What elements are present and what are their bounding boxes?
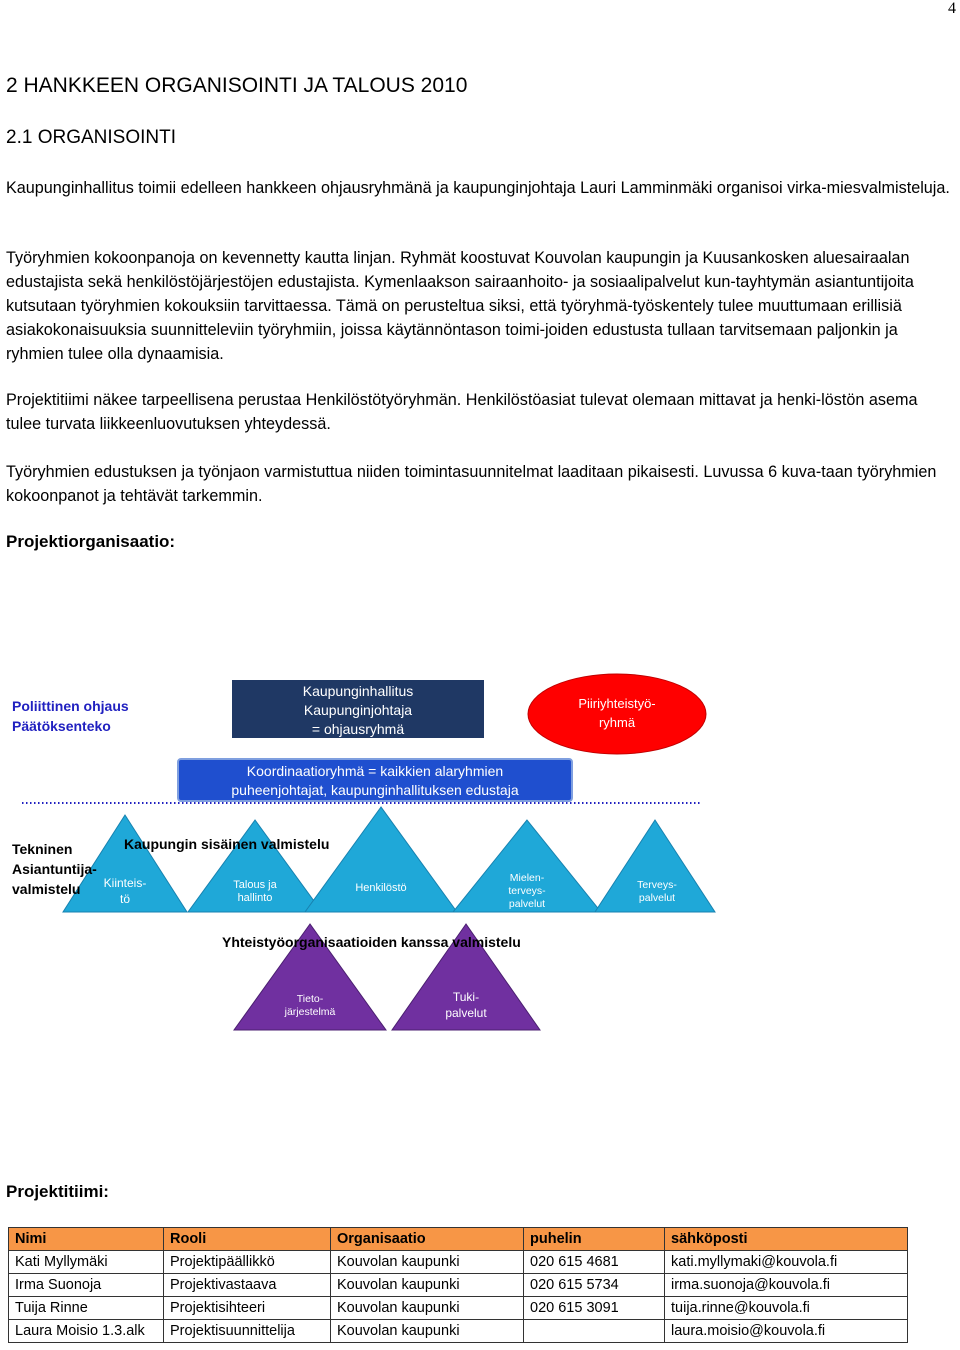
- steering-box-line: Kaupunginjohtaja: [303, 702, 413, 718]
- chapter-heading: 2 HANKKEEN ORGANISOINTI JA TALOUS 2010: [6, 74, 468, 97]
- cell-role: Projektisihteeri: [164, 1297, 331, 1320]
- column-header: sähköposti: [665, 1228, 908, 1251]
- cell-organisation: Kouvolan kaupunki: [331, 1320, 524, 1343]
- external-group-label: palvelut: [445, 1006, 487, 1020]
- team-table: [8, 1227, 908, 1343]
- group-label: terveys-: [508, 885, 546, 897]
- cell-email: kati.myllymaki@kouvola.fi: [665, 1251, 908, 1274]
- paragraph: Kaupunginhallitus toimii edelleen hankkeen ohjausryhmänä ja kaupunginjohtaja Lauri Lamminmäki organisoi virka-miesvalmisteluja.: [6, 179, 950, 197]
- group-label: Terveys-: [637, 879, 677, 891]
- steering-box-line: Kaupunginhallitus: [302, 683, 414, 699]
- group-triangle-henkilosto: [305, 807, 457, 912]
- cell-email: tuija.rinne@kouvola.fi: [665, 1297, 908, 1320]
- table-header-row: [9, 1228, 908, 1251]
- cell-role: Projektisuunnittelija: [164, 1320, 331, 1343]
- cell-email: laura.moisio@kouvola.fi: [665, 1320, 908, 1343]
- cell-phone: 020 615 3091: [524, 1297, 665, 1320]
- coordination-line: puheenjohtajat, kaupunginhallituksen edustaja: [231, 782, 519, 798]
- cell-role: Projektipäällikkö: [164, 1251, 331, 1274]
- group-label: hallinto: [237, 892, 273, 904]
- steering-box-line: = ohjausryhmä: [311, 721, 405, 737]
- cell-name: Irma Suonoja: [9, 1274, 164, 1297]
- external-group-label: järjestelmä: [284, 1006, 336, 1018]
- external-group-label: Tuki-: [452, 990, 480, 1004]
- cell-organisation: Kouvolan kaupunki: [331, 1274, 524, 1297]
- cell-organisation: Kouvolan kaupunki: [331, 1251, 524, 1274]
- technical-label-line: valmistelu: [12, 881, 81, 897]
- external-label: Yhteistyöorganisaatioiden kanssa valmistelu: [222, 934, 521, 950]
- column-header: puhelin: [524, 1228, 665, 1251]
- internal-label: Kaupungin sisäinen valmistelu: [124, 836, 330, 852]
- column-header: Nimi: [9, 1228, 164, 1251]
- cell-organisation: Kouvolan kaupunki: [331, 1297, 524, 1320]
- column-header: Rooli: [164, 1228, 331, 1251]
- table-row: [9, 1320, 908, 1343]
- paragraph: Projektitiimi näkee tarpeellisena perustaa Henkilöstötyöryhmän. Henkilöstöasiat tulevat olemaan mittavat ja henki-löstön asema tulee turvata liikkeenluovutuksen yhteydessä.: [6, 391, 918, 433]
- group-label: palvelut: [508, 898, 546, 910]
- group-label: Talous ja: [233, 879, 277, 891]
- org-chart: [0, 660, 960, 1080]
- cell-name: Laura Moisio 1.3.alk: [9, 1320, 164, 1343]
- technical-label-line: Tekninen: [12, 841, 73, 857]
- column-header: Organisaatio: [331, 1228, 524, 1251]
- group-label: palvelut: [638, 892, 676, 904]
- political-label-line: Päätöksenteko: [12, 718, 111, 734]
- paragraph: Työryhmien kokoonpanoja on kevennetty kautta linjan. Ryhmät koostuvat Kouvolan kaupungin ja Kuusankosken aluesairaalan edustajista sekä henkilöstöjärjestöjen edustajista. Kymenlaakson sairaanhoito- ja sosiaalipalvelut kun-tayhtymän asiantuntijoita kutsutaan työryhmien kokouksiin tarvittaessa. Tämä on perusteltua siksi, että työryhmä-työskentely tulee muuttumaan erillisiä asiakokonaisuuksia suunnitteleviin työryhmiin, joissa käytännöntason toimi-joiden edustusta tullaan tarvitsemaan paljonkin ja ryhmien tulee olla dynaamisia.: [6, 249, 914, 363]
- district-group-ellipse: [528, 674, 706, 754]
- political-label-line: Poliittinen ohjaus: [12, 698, 129, 714]
- cell-name: Kati Myllymäki: [9, 1251, 164, 1274]
- cell-role: Projektivastaava: [164, 1274, 331, 1297]
- coordination-line: Koordinaatioryhmä = kaikkien alaryhmien: [246, 763, 504, 779]
- table-row: [9, 1251, 908, 1274]
- paragraph: Työryhmien edustuksen ja työnjaon varmistuttua niiden toimintasuunnitelmat laaditaan pikaisesti. Luvussa 6 kuva-taan työryhmien kokoonpanot ja tehtävät tarkemmin.: [6, 463, 937, 505]
- table-row: [9, 1297, 908, 1320]
- team-heading: Projektitiimi:: [6, 1182, 109, 1201]
- section-heading: 2.1 ORGANISOINTI: [6, 127, 176, 148]
- district-group-line: ryhmä: [598, 715, 636, 730]
- org-heading: Projektiorganisaatio:: [6, 532, 176, 551]
- group-label: Mielen-: [509, 872, 545, 884]
- cell-email: irma.suonoja@kouvola.fi: [665, 1274, 908, 1297]
- cell-phone: 020 615 4681: [524, 1251, 665, 1274]
- group-label: Kiinteis-: [103, 876, 147, 890]
- table-row: [9, 1274, 908, 1297]
- district-group-line: Piiriyhteistyö-: [578, 696, 656, 711]
- external-group-label: Tieto-: [296, 993, 324, 1005]
- cell-phone: 020 615 5734: [524, 1274, 665, 1297]
- cell-name: Tuija Rinne: [9, 1297, 164, 1320]
- group-label: tö: [119, 892, 131, 906]
- cell-phone: [524, 1320, 665, 1343]
- technical-label-line: Asiantuntija-: [12, 861, 97, 877]
- group-label: Henkilöstö: [355, 882, 407, 894]
- page-number: 4: [948, 0, 956, 17]
